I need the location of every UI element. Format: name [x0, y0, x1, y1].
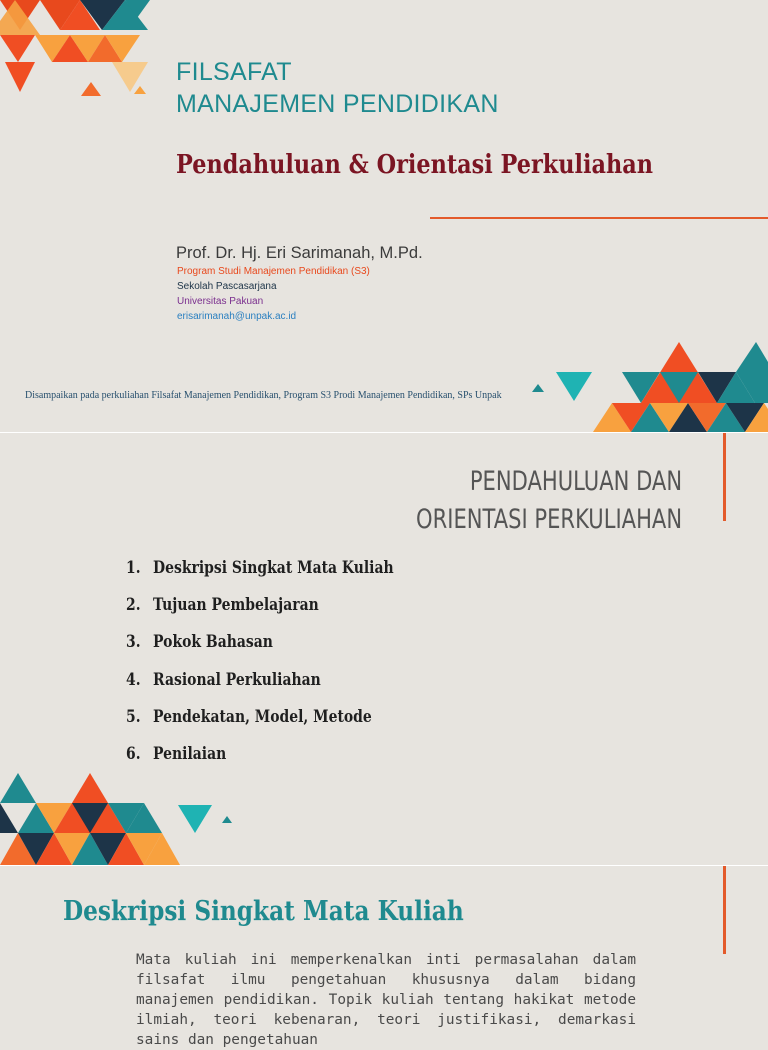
course-title-line1: FILSAFAT	[176, 58, 292, 86]
school-name: Sekolah Pascasarjana	[177, 281, 277, 292]
list-item	[126, 632, 394, 669]
item-label: Pokok Bahasan	[153, 632, 273, 653]
description-slide	[0, 866, 768, 1048]
course-title-line2: MANAJEMEN PENDIDIKAN	[176, 90, 499, 118]
topic-list	[126, 558, 452, 781]
list-item	[126, 558, 394, 595]
list-item	[126, 595, 394, 632]
slide-title: Deskripsi Singkat Mata Kuliah	[63, 896, 464, 927]
item-label: Penilaian	[153, 743, 227, 764]
item-number: 6.	[126, 743, 141, 764]
footer-note: Disampaikan pada perkuliahan Filsafat Manajemen Pendidikan, Program S3 Prodi Manajemen Pendidikan, SPs Unpak	[25, 390, 502, 401]
list-item	[126, 670, 394, 707]
item-number: 3.	[126, 632, 141, 653]
accent-line-vertical	[723, 433, 726, 521]
geometric-decoration-top-left	[0, 0, 160, 130]
course-title	[176, 56, 499, 120]
geometric-decoration-bottom-right	[530, 335, 768, 432]
orientation-slide	[0, 433, 768, 865]
accent-line	[430, 217, 768, 219]
slide-title-line2: ORIENTASI PERKULIAHAN	[415, 504, 682, 535]
item-number: 4.	[126, 669, 141, 690]
slide-title-line1: PENDAHULUAN DAN	[469, 466, 682, 497]
slide-title	[416, 463, 682, 539]
item-number: 2.	[126, 595, 141, 616]
geometric-decoration-bottom-left	[0, 773, 240, 865]
author-email[interactable]: erisarimanah@unpak.ac.id	[177, 311, 297, 322]
item-label: Deskripsi Singkat Mata Kuliah	[153, 558, 394, 578]
accent-line-vertical	[723, 866, 726, 954]
item-label: Pendekatan, Model, Metode	[153, 706, 372, 727]
list-item	[126, 707, 394, 744]
title-slide	[0, 0, 768, 432]
author-name: Prof. Dr. Hj. Eri Sarimanah, M.Pd.	[176, 244, 423, 262]
item-label: Rasional Perkuliahan	[153, 669, 321, 690]
slide-subtitle: Pendahuluan & Orientasi Perkuliahan	[176, 150, 653, 180]
program-name: Program Studi Manajemen Pendidikan (S3)	[177, 266, 370, 277]
item-number: 1.	[126, 558, 141, 578]
university-name: Universitas Pakuan	[177, 296, 264, 307]
item-label: Tujuan Pembelajaran	[153, 595, 319, 616]
item-number: 5.	[126, 706, 141, 727]
description-paragraph: Mata kuliah ini memperkenalkan inti permasalahan dalam filsafat ilmu pengetahuan khususnya dalam bidang manajemen pendidikan. Topik kuliah tentang hakikat metode ilmiah, teori kebenaran, teori justifikasi, demarkasi sains dan pengetahuan	[136, 952, 636, 1048]
